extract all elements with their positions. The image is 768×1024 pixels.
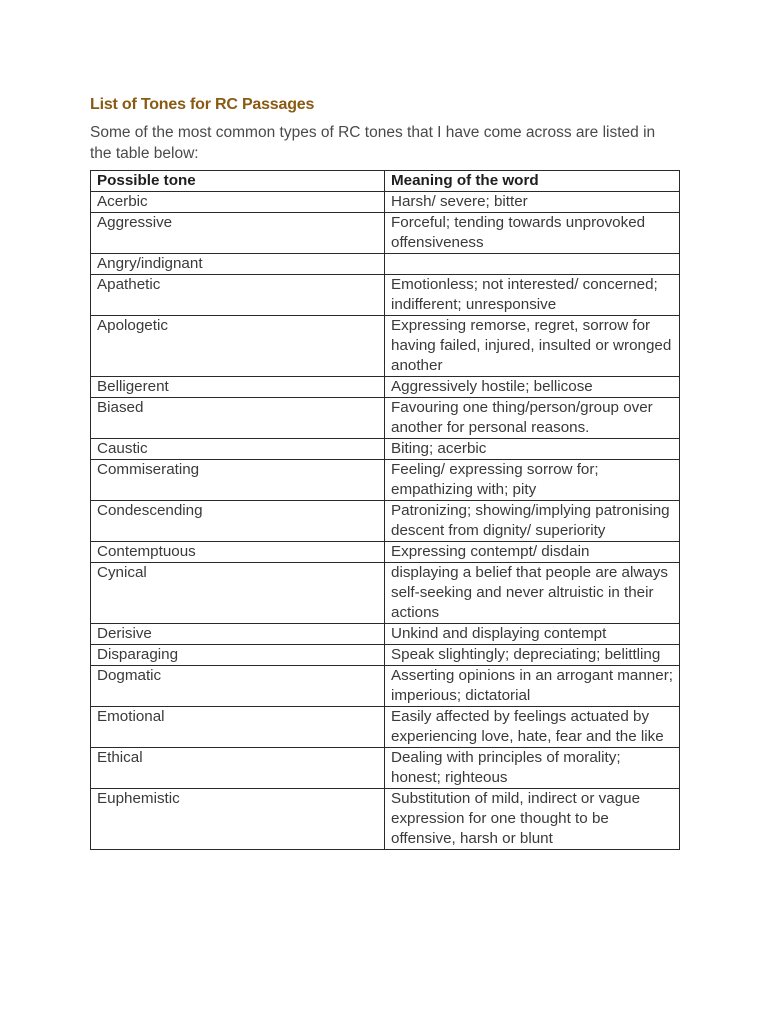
meaning-cell: Dealing with principles of morality; honest; righteous [385,748,680,789]
meaning-cell: Speak slightingly; depreciating; belittling [385,645,680,666]
tone-cell: Condescending [91,501,385,542]
tones-table-body [91,192,680,850]
tone-cell: Contemptuous [91,542,385,563]
table-row [91,501,680,542]
table-row [91,645,680,666]
table-row [91,563,680,624]
meaning-cell: displaying a belief that people are always self-seeking and never altruistic in their actions [385,563,680,624]
table-row [91,254,680,275]
tones-table [90,170,680,850]
tone-cell: Biased [91,398,385,439]
column-header-meaning: Meaning of the word [385,171,680,192]
tone-cell: Euphemistic [91,789,385,850]
tone-cell: Angry/indignant [91,254,385,275]
table-row [91,789,680,850]
table-row [91,275,680,316]
tone-cell: Apathetic [91,275,385,316]
column-header-tone: Possible tone [91,171,385,192]
meaning-cell: Favouring one thing/person/group over another for personal reasons. [385,398,680,439]
table-row [91,707,680,748]
table-row [91,377,680,398]
meaning-cell: Expressing remorse, regret, sorrow for having failed, injured, insulted or wronged another [385,316,680,377]
tone-cell: Aggressive [91,213,385,254]
tone-cell: Cynical [91,563,385,624]
table-row [91,398,680,439]
meaning-cell: Forceful; tending towards unprovoked offensiveness [385,213,680,254]
tone-cell: Belligerent [91,377,385,398]
meaning-cell: Emotionless; not interested/ concerned; indifferent; unresponsive [385,275,680,316]
tone-cell: Acerbic [91,192,385,213]
tone-cell: Commiserating [91,460,385,501]
tone-cell: Emotional [91,707,385,748]
table-row [91,213,680,254]
meaning-cell: Feeling/ expressing sorrow for; empathizing with; pity [385,460,680,501]
table-row [91,192,680,213]
table-row [91,542,680,563]
table-row [91,316,680,377]
meaning-cell: Substitution of mild, indirect or vague expression for one thought to be offensive, harsh or blunt [385,789,680,850]
tone-cell: Apologetic [91,316,385,377]
tone-cell: Derisive [91,624,385,645]
meaning-cell: Expressing contempt/ disdain [385,542,680,563]
tone-cell: Dogmatic [91,666,385,707]
table-row [91,666,680,707]
tone-cell: Caustic [91,439,385,460]
tone-cell: Ethical [91,748,385,789]
table-row [91,624,680,645]
intro-paragraph: Some of the most common types of RC tones that I have come across are listed in the table below: [90,124,656,162]
document-heading: List of Tones for RC Passages [90,96,315,113]
meaning-cell: Asserting opinions in an arrogant manner; imperious; dictatorial [385,666,680,707]
table-row [91,439,680,460]
meaning-cell: Harsh/ severe; bitter [385,192,680,213]
meaning-cell: Easily affected by feelings actuated by experiencing love, hate, fear and the like [385,707,680,748]
tone-cell: Disparaging [91,645,385,666]
table-header-row [91,171,680,192]
meaning-cell: Aggressively hostile; bellicose [385,377,680,398]
document-page [90,94,680,850]
meaning-cell: Biting; acerbic [385,439,680,460]
table-row [91,460,680,501]
meaning-cell: Unkind and displaying contempt [385,624,680,645]
meaning-cell [385,254,680,275]
table-row [91,748,680,789]
meaning-cell: Patronizing; showing/implying patronising descent from dignity/ superiority [385,501,680,542]
